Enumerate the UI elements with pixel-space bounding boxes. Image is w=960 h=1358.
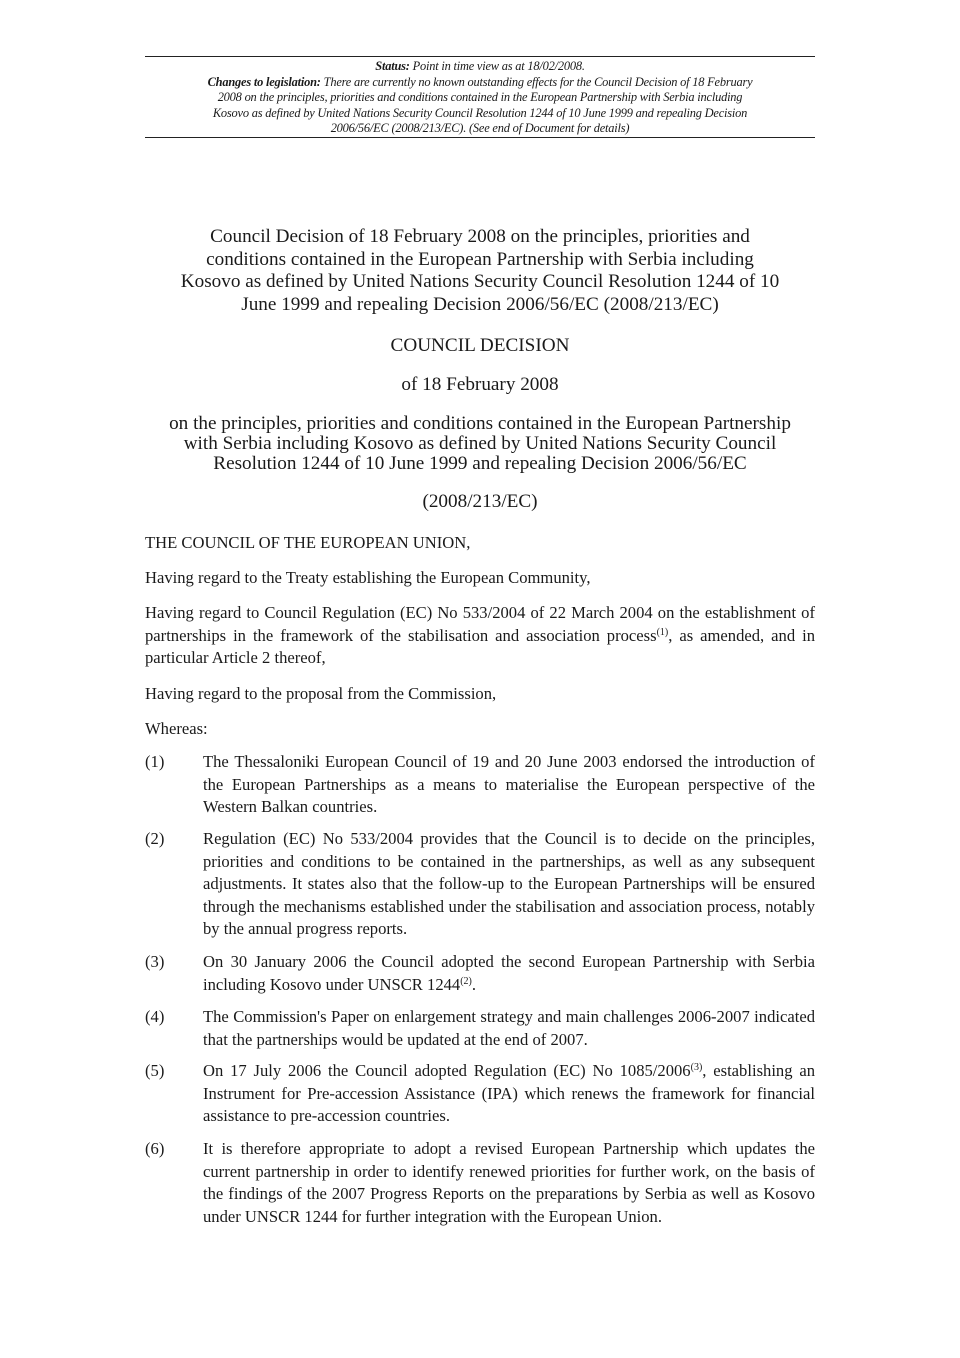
recital-6 — [145, 1138, 815, 1228]
recital-text: The Thessaloniki European Council of 19 and 20 June 2003 endorsed the introduction of the European Partnerships as a means to materialise the European perspective of the Western Balkan countries. — [203, 752, 815, 816]
recital-3 — [145, 951, 815, 996]
regulation-text-b: , as amended, and in particular Article 2 thereof, — [145, 625, 815, 667]
status-value: Point in time view as at 18/02/2008. — [412, 59, 585, 73]
recital-2 — [145, 828, 815, 941]
document-title: Council Decision of 18 February 2008 on the principles, priorities and conditions contained in the European Partnership with Serbia including Kosovo as defined by United Nations Security Council Resolution 1244 of 10 June 1999 and repealing Decision 2006/56/EC (2008/213/EC) — [180, 226, 780, 315]
recital-text: Regulation (EC) No 533/2004 provides that the Council is to decide on the principles, priorities and conditions to be contained in the partnerships, as well as any subsequent adjustments. It states also that the follow-up to the European Partnerships will be ensured through the mechanisms established under the stabilisation and association process, notably by the annual progress reports. — [203, 829, 815, 938]
recital-number: (1) — [145, 752, 165, 771]
recital-text: It is therefore appropriate to adopt a revised European Partnership which updates the current partnership in order to identify renewed priorities for further work, on the basis of the findings of the 2007 Progress Reports on the preparations by Serbia as well as Kosovo under UNSCR 1244 for further integration with the European Union. — [203, 1139, 815, 1226]
recital-text: The Commission's Paper on enlargement strategy and main challenges 2006-2007 indicated that the partnerships would be updated at the end of 2007. — [203, 1007, 815, 1049]
recital-number: (6) — [145, 1139, 165, 1158]
status-text — [200, 59, 760, 137]
footnote-ref-2[interactable]: (2) — [460, 975, 472, 987]
regulation-text-a: Having regard to Council Regulation (EC) No 533/2004 of 22 March 2004 on the establishment of partnerships in the framework of the stabilisation and association process — [145, 603, 815, 645]
decision-subject: on the principles, priorities and conditions contained in the European Partnership with Serbia including Kosovo as defined by United Nations Security Council Resolution 1244 of 10 June 1999 and repealing Decision 2006/56/EC — [169, 413, 791, 474]
status-box — [145, 56, 815, 138]
treaty-line: Having regard to the Treaty establishing the European Community, — [145, 568, 591, 587]
recital-number: (2) — [145, 829, 165, 848]
recital-text — [203, 951, 815, 996]
recital-number: (5) — [145, 1061, 165, 1080]
status-label: Status: — [375, 59, 410, 73]
decision-date: of 18 February 2008 — [401, 374, 559, 395]
recital-4 — [145, 1006, 815, 1051]
recital-number: (3) — [145, 952, 165, 971]
recital-text-b: , establishing an Instrument for Pre-accession Assistance (IPA) which renews the framework for financial assistance to pre-accession countries. — [203, 1061, 816, 1125]
recital-text — [203, 1060, 815, 1128]
recital-text-a: On 17 July 2006 the Council adopted Regulation (EC) No 1085/2006 — [203, 1061, 691, 1080]
regulation-paragraph — [145, 602, 815, 670]
footnote-ref-3[interactable]: (3) — [690, 1062, 703, 1073]
whereas-line: Whereas: — [145, 719, 208, 738]
changes-text: There are currently no known outstanding effects for the Council Decision of 18 February 2008 on the principles, priorities and conditions contained in the European Partnership with Serbia including Kosovo as defined by United Nations Security Council Resolution 1244 of 10 June 1999 and repealing Decision 2006/56/EC (2008/213/EC). (See end of Document for details) — [212, 74, 753, 136]
footnote-ref-1[interactable]: (1) — [656, 626, 669, 638]
decision-heading: COUNCIL DECISION — [390, 335, 570, 356]
recital-text-b: . — [471, 974, 477, 994]
decision-reference: (2008/213/EC) — [422, 491, 538, 512]
proposal-line: Having regard to the proposal from the Commission, — [145, 684, 497, 703]
recital-1 — [145, 751, 815, 819]
recital-text-a: On 30 January 2006 the Council adopted the second European Partnership with Serbia including Kosovo under UNSCR 1244 — [203, 952, 815, 994]
recital-number: (4) — [145, 1007, 165, 1026]
council-line: THE COUNCIL OF THE EUROPEAN UNION, — [145, 533, 471, 552]
changes-label: Changes to legislation: — [207, 74, 321, 89]
recital-5 — [145, 1060, 815, 1128]
